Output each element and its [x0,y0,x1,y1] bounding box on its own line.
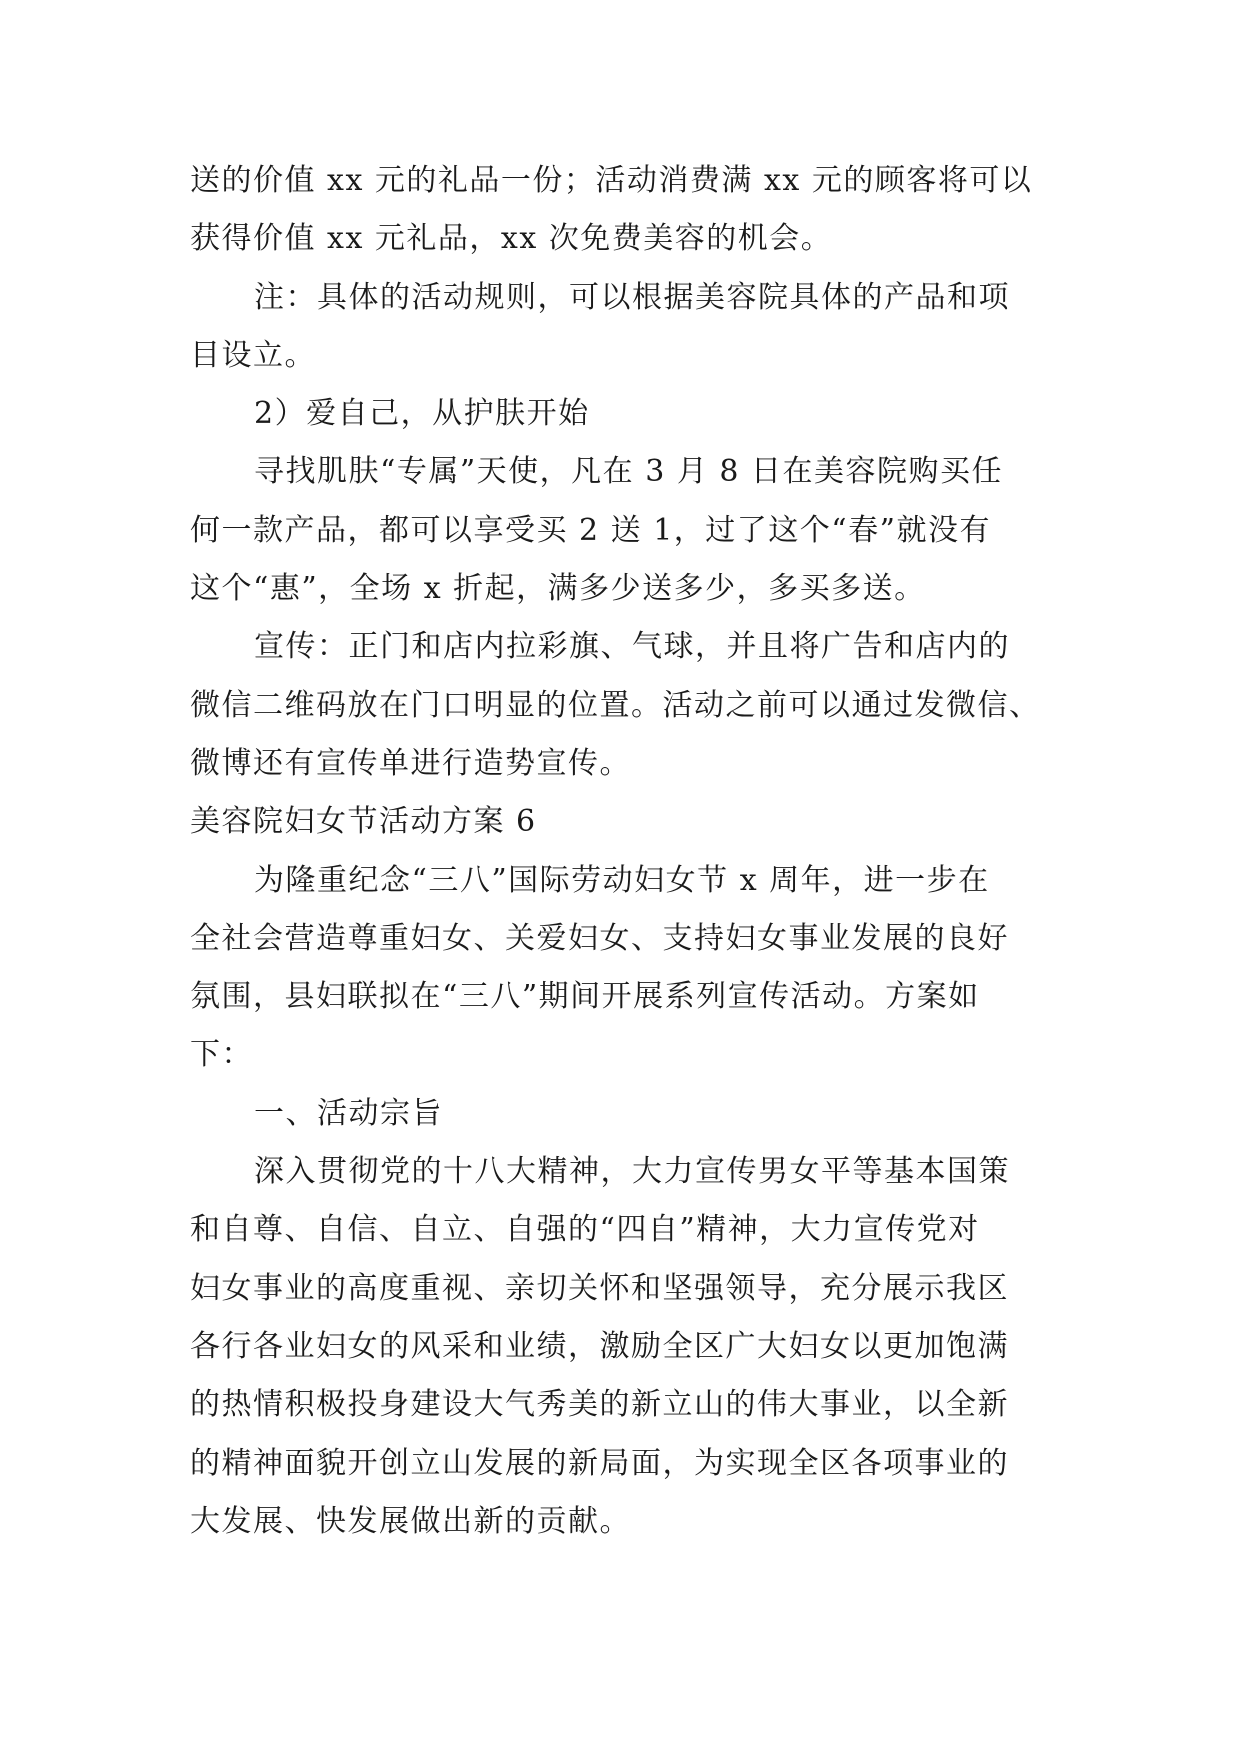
text-line: 注：具体的活动规则，可以根据美容院具体的产品和项 [254,279,1010,315]
text-line: 微博还有宣传单进行造势宣传。 [190,745,631,781]
text-line: 妇女事业的高度重视、亲切关怀和坚强领导，充分展示我区 [190,1270,1009,1306]
text-line: 获得价值 xx 元礼品，xx 次免费美容的机会。 [190,221,833,257]
text-line: 何一款产品，都可以享受买 2 送 1，过了这个“春”就没有 [190,512,991,548]
text-line: 大发展、快发展做出新的贡献。 [190,1503,631,1539]
text-line: 寻找肌肤“专属”天使，凡在 3 月 8 日在美容院购买任 [254,454,1003,490]
section-heading: 2）爱自己，从护肤开始 [254,396,590,432]
text-line: 的热情积极投身建设大气秀美的新立山的伟大事业，以全新 [190,1387,1009,1423]
text-line: 这个“惠”，全场 x 折起，满多少送多少，多买多送。 [190,571,926,607]
text-line: 全社会营造尊重妇女、关爱妇女、支持妇女事业发展的良好 [190,920,1009,956]
text-line: 的精神面貌开创立山发展的新局面，为实现全区各项事业的 [190,1445,1009,1481]
document-body [190,152,1070,1551]
text-line: 深入贯彻党的十八大精神，大力宣传男女平等基本国策 [254,1154,1010,1190]
text-line: 下： [190,1037,253,1073]
text-line: 为隆重纪念“三八”国际劳动妇女节 x 周年，进一步在 [254,862,990,898]
document-title: 美容院妇女节活动方案 6 [190,804,537,840]
text-line: 目设立。 [190,337,316,373]
text-line: 氛围，县妇联拟在“三八”期间开展系列宣传活动。方案如 [190,979,980,1015]
text-line: 微信二维码放在门口明显的位置。活动之前可以通过发微信、 [190,687,1041,723]
text-line: 送的价值 xx 元的礼品一份；活动消费满 xx 元的顾客将可以 [190,163,1033,198]
section-heading: 一、活动宗旨 [254,1095,443,1131]
text-line: 各行各业妇女的风采和业绩，激励全区广大妇女以更加饱满 [190,1328,1009,1364]
text-line: 和自尊、自信、自立、自强的“四自”精神，大力宣传党对 [190,1212,980,1248]
text-line: 宣传：正门和店内拉彩旗、气球，并且将广告和店内的 [254,629,1010,665]
